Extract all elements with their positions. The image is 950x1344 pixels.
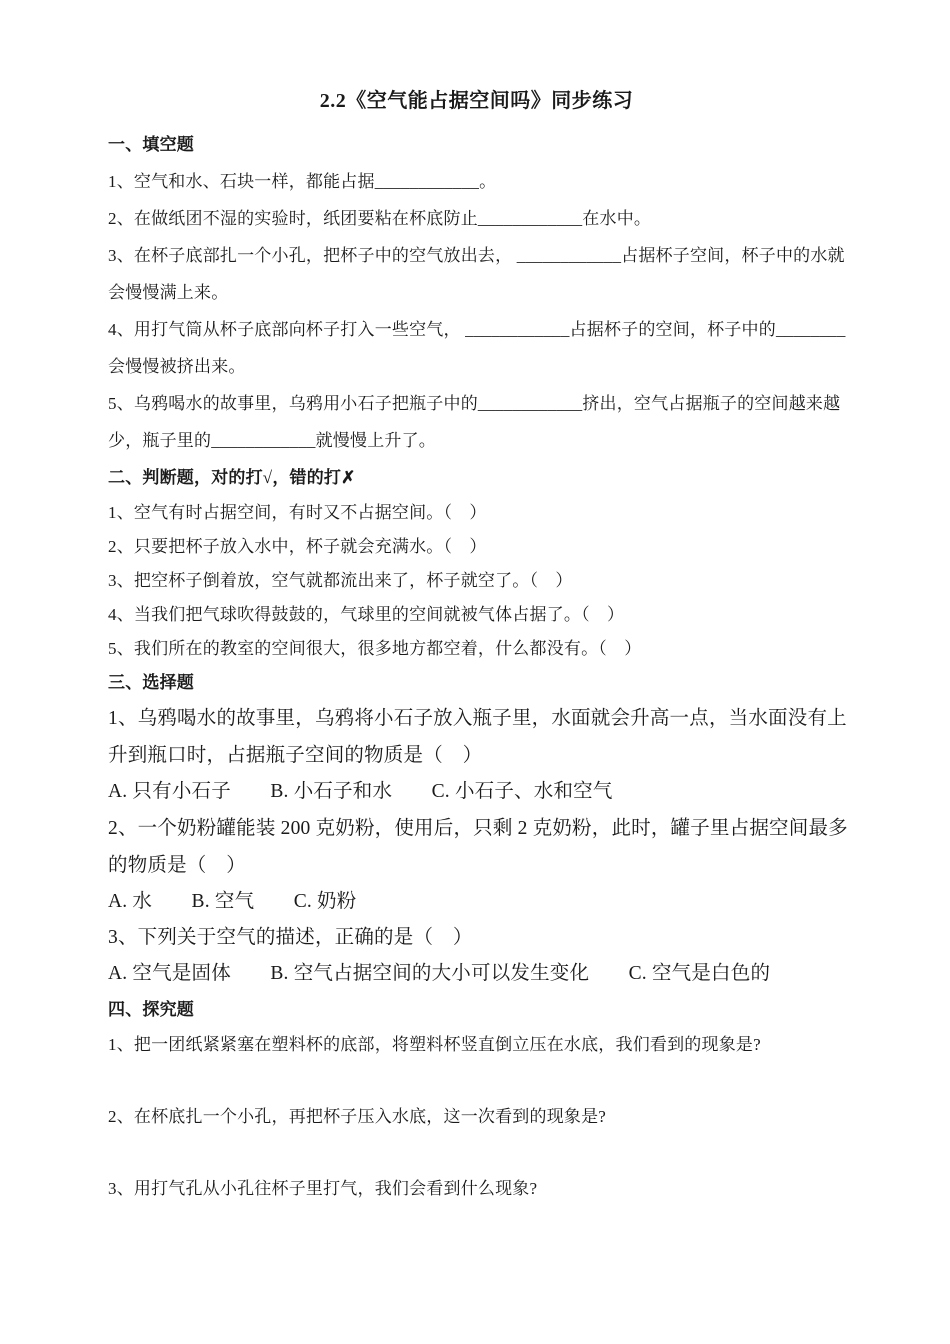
fill-q4-line2: 会慢慢被挤出来。 <box>108 357 246 376</box>
fill-q5-line2: 少，瓶子里的____________就慢慢上升了。 <box>108 431 436 450</box>
fill-q3-line1: 3、在杯子底部扎一个小孔，把杯子中的空气放出去， ____________占据杯子空间，杯子中的水就 <box>108 246 845 265</box>
choice-q2-line2: 的物质是（ ） <box>108 855 246 876</box>
choice-q1-line1: 1、乌鸦喝水的故事里，乌鸦将小石子放入瓶子里，水面就会升高一点，当水面没有上 <box>108 708 847 729</box>
page-title: 2.2《空气能占据空间吗》同步练习 <box>319 90 634 112</box>
section-4-heading: 四、探究题 <box>108 1000 194 1019</box>
fill-q2: 2、在做纸团不湿的实验时，纸团要粘在杯底防止____________在水中。 <box>108 209 652 228</box>
section-1-heading: 一、填空题 <box>108 135 194 154</box>
judge-q5: 5、我们所在的教室的空间很大，很多地方都空着，什么都没有。（ ） <box>108 639 642 658</box>
choice-q2-line1: 2、一个奶粉罐能装 200 克奶粉，使用后，只剩 2 克奶粉，此时，罐子里占据空间最多 <box>108 818 848 839</box>
fill-q3-line2: 会慢慢满上来。 <box>108 283 229 302</box>
choice-q1-options: A. 只有小石子 B. 小石子和水 C. 小石子、水和空气 <box>108 781 613 802</box>
judge-q2: 2、只要把杯子放入水中，杯子就会充满水。（ ） <box>108 537 487 556</box>
choice-q3-options: A. 空气是固体 B. 空气占据空间的大小可以发生变化 C. 空气是白色的 <box>108 963 771 984</box>
explore-q3: 3、用打气孔从小孔往杯子里打气，我们会看到什么现象? <box>108 1179 538 1198</box>
judge-q3: 3、把空杯子倒着放，空气就都流出来了，杯子就空了。（ ） <box>108 571 573 590</box>
fill-q4-line1: 4、用打气筒从杯子底部向杯子打入一些空气， ____________占据杯子的空间，杯子中的________ <box>108 320 846 339</box>
explore-q2: 2、在杯底扎一个小孔，再把杯子压入水底，这一次看到的现象是? <box>108 1107 607 1126</box>
choice-q1-line2: 升到瓶口时，占据瓶子空间的物质是（ ） <box>108 745 483 766</box>
judge-q4: 4、当我们把气球吹得鼓鼓的，气球里的空间就被气体占据了。（ ） <box>108 605 625 624</box>
explore-q1: 1、把一团纸紧紧塞在塑料杯的底部，将塑料杯竖直倒立压在水底，我们看到的现象是? <box>108 1035 761 1054</box>
worksheet-body <box>108 126 848 1206</box>
choice-q3-line1: 3、下列关于空气的描述，正确的是（ ） <box>108 927 473 948</box>
fill-q5-line1: 5、乌鸦喝水的故事里，乌鸦用小石子把瓶子中的____________挤出，空气占据瓶子的空间越来越 <box>108 394 841 413</box>
fill-q1: 1、空气和水、石块一样，都能占据____________。 <box>108 172 497 191</box>
choice-q2-options: A. 水 B. 空气 C. 奶粉 <box>108 891 357 912</box>
judge-q1: 1、空气有时占据空间，有时又不占据空间。（ ） <box>108 503 487 522</box>
section-2-heading: 二、判断题，对的打√，错的打✗ <box>108 468 356 487</box>
section-3-heading: 三、选择题 <box>108 673 194 692</box>
